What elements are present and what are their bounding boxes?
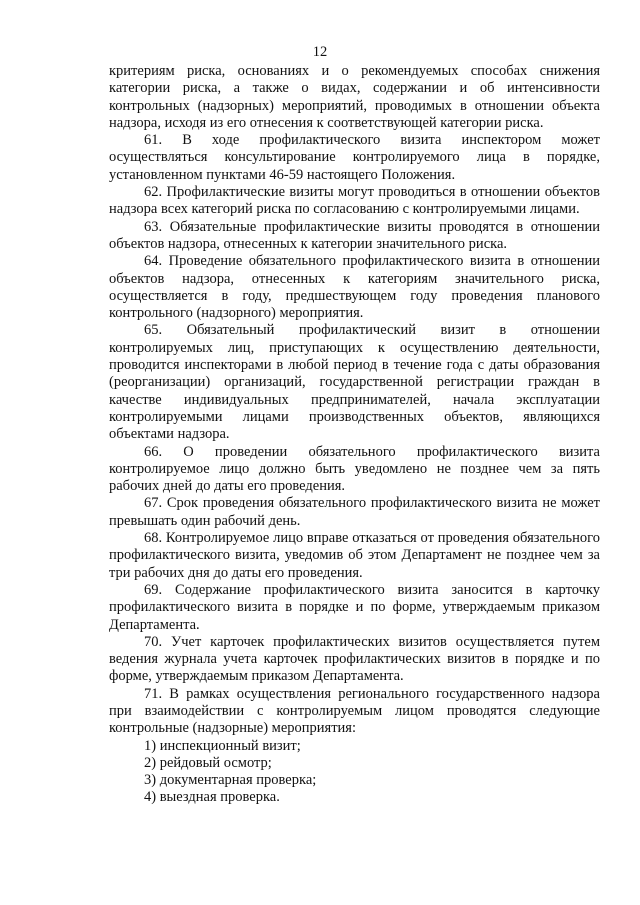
paragraph-64: 64. Проведение обязательного профилактического визита в отношении объектов надзора, отнесенных к категориям значительного риска, осуществляется в году, предшествующем году проведения планового контрольного (надзорного) мероприятия. (109, 253, 600, 322)
paragraph-71: 71. В рамках осуществления регионального государственного надзора при взаимодействии с контролируемым лицом проводятся следующие контрольные (надзорные) мероприятия: (109, 685, 600, 737)
paragraph-69: 69. Содержание профилактического визита заносится в карточку профилактического визита в порядке и по форме, утверждаемым приказом Департамента. (109, 581, 600, 633)
paragraph-67: 67. Срок проведения обязательного профилактического визита не может превышать один рабочий день. (109, 495, 600, 529)
list-item: 3) документарная проверка; (144, 772, 317, 789)
paragraph-66: 66. О проведении обязательного профилактического визита контролируемое лицо должно быть уведомлено не позднее чем за пять рабочих дней до даты его проведения. (109, 443, 600, 495)
paragraph-62: 62. Профилактические визиты могут проводиться в отношении объектов надзора всех категорий риска по согласованию с контролируемыми лицами. (109, 184, 600, 218)
page-number: 12 (312, 44, 328, 60)
paragraph-61: 61. В ходе профилактического визита инспектором может осуществляться консультирование контролируемого лица в порядке, установленном пунктами 46-59 настоящего Положения. (109, 132, 600, 183)
document-body (109, 63, 600, 807)
paragraph-63: 63. Обязательные профилактические визиты проводятся в отношении объектов надзора, отнесенных к категории значительного риска. (109, 218, 600, 252)
list-item: 4) выездная проверка. (144, 789, 280, 806)
paragraph-68: 68. Контролируемое лицо вправе отказаться от проведения обязательного профилактического визита, уведомив об этом Департамент не позднее чем за три рабочих дня до даты его проведения. (109, 530, 600, 581)
paragraph-70: 70. Учет карточек профилактических визитов осуществляется путем ведения журнала учета карточек профилактических визитов в порядке и по форме, утверждаемым приказом Департамента. (109, 633, 600, 685)
list-item: 2) рейдовый осмотр; (144, 754, 272, 771)
list-item: 1) инспекционный визит; (144, 737, 301, 754)
paragraph-continuation: критериям риска, основаниях и о рекомендуемых способах снижения категории риска, а также о видах, содержании и об интенсивности контрольных (надзорных) мероприятий, проводимых в отношении объекта надзора, исходя из его отнесения к соответствующей категории риска. (109, 63, 600, 131)
paragraph-65: 65. Обязательный профилактический визит в отношении контролируемых лиц, приступающих к осуществлению деятельности, проводится инспекторами в любой период в течение года с даты образования (реорганизации) организаций, государственной регистрации граждан в качестве индивидуальных предпринимателей, начала эксплуатации контролируемыми лицами производственных объектов, являющихся объектами надзора. (109, 322, 600, 443)
